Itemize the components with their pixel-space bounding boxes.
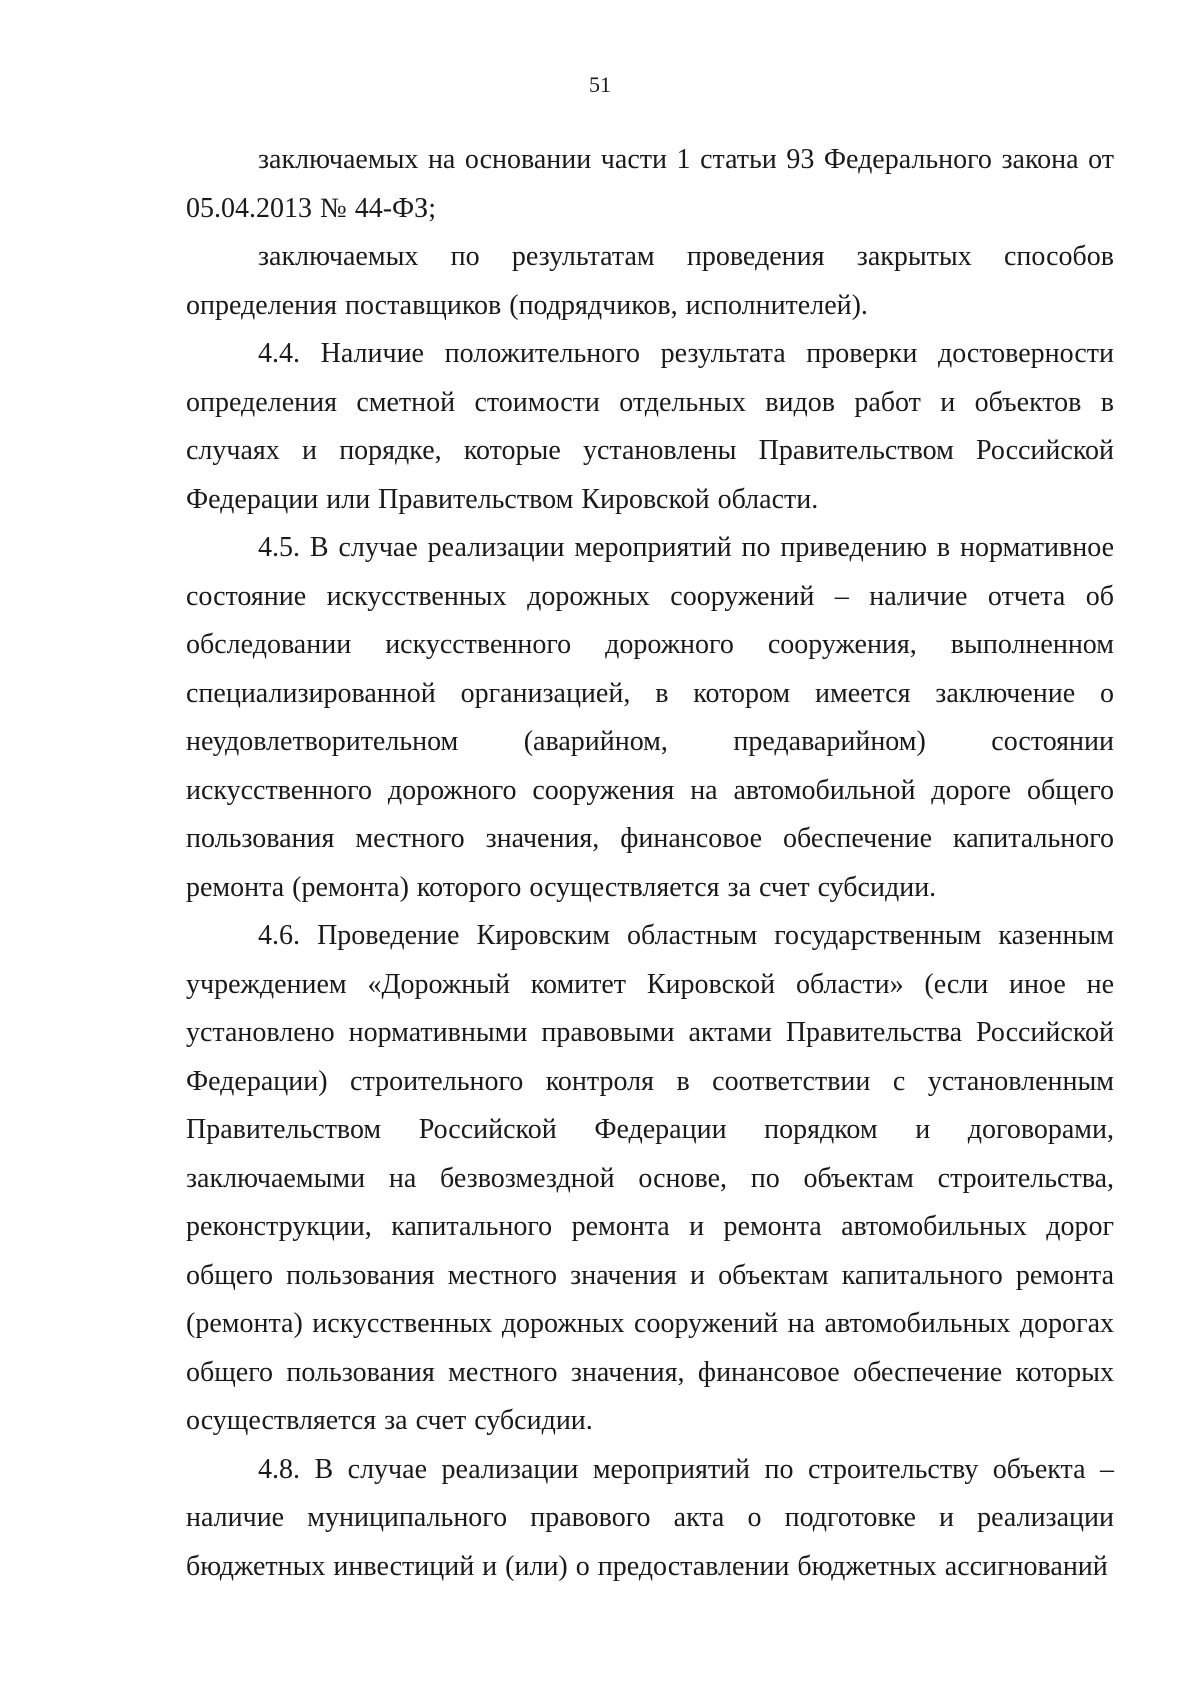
paragraph-4-6: 4.6. Проведение Кировским областным государственным казенным учреждением «Дорожный комитет Кировской области» (если иное не установлено нормативными правовыми актами Правительства Российской Федерации) строительного контроля в соответствии с установленным Правительством Российской Федерации порядком и договорами, заключаемыми на безвозмездной основе, по объектам строительства, реконструкции, капитального ремонта и ремонта автомобильных дорог общего пользования местного значения и объектам капитального ремонта (ремонта) искусственных дорожных сооружений на автомобильных дорогах общего пользования местного значения, финансовое обеспечение которых осуществляется за счет субсидии.: [186, 920, 1114, 1436]
page-number: 51: [589, 72, 611, 97]
paragraph-closed-procurement: заключаемых по результатам проведения закрытых способов определения поставщиков (подрядчиков, исполнителей).: [186, 241, 1114, 321]
paragraph-4-5: 4.5. В случае реализации мероприятий по приведению в нормативное состояние искусственных дорожных сооружений – наличие отчета об обследовании искусственного дорожного сооружения, выполненном специализированной организацией, в котором имеется заключение о неудовлетворительном (аварийном, предаварийном) состоянии искусственного дорожного сооружения на автомобильной дороге общего пользования местного значения, финансовое обеспечение капитального ремонта (ремонта) которого осуществляется за счет субсидии.: [186, 532, 1114, 903]
document-body: [186, 136, 1114, 1591]
paragraph-4-8: 4.8. В случае реализации мероприятий по строительству объекта – наличие муниципального правового акта о подготовке и реализации бюджетных инвестиций и (или) о предоставлении бюджетных ассигнований: [186, 1453, 1114, 1582]
paragraph-4-4: 4.4. Наличие положительного результата проверки достоверности определения сметной стоимости отдельных видов работ и объектов в случаях и порядке, которые установлены Правительством Российской Федерации или Правительством Кировской области.: [186, 338, 1114, 515]
paragraph-93-clause: заключаемых на основании части 1 статьи 93 Федерального закона от 05.04.2013 № 44-ФЗ;: [186, 144, 1114, 224]
